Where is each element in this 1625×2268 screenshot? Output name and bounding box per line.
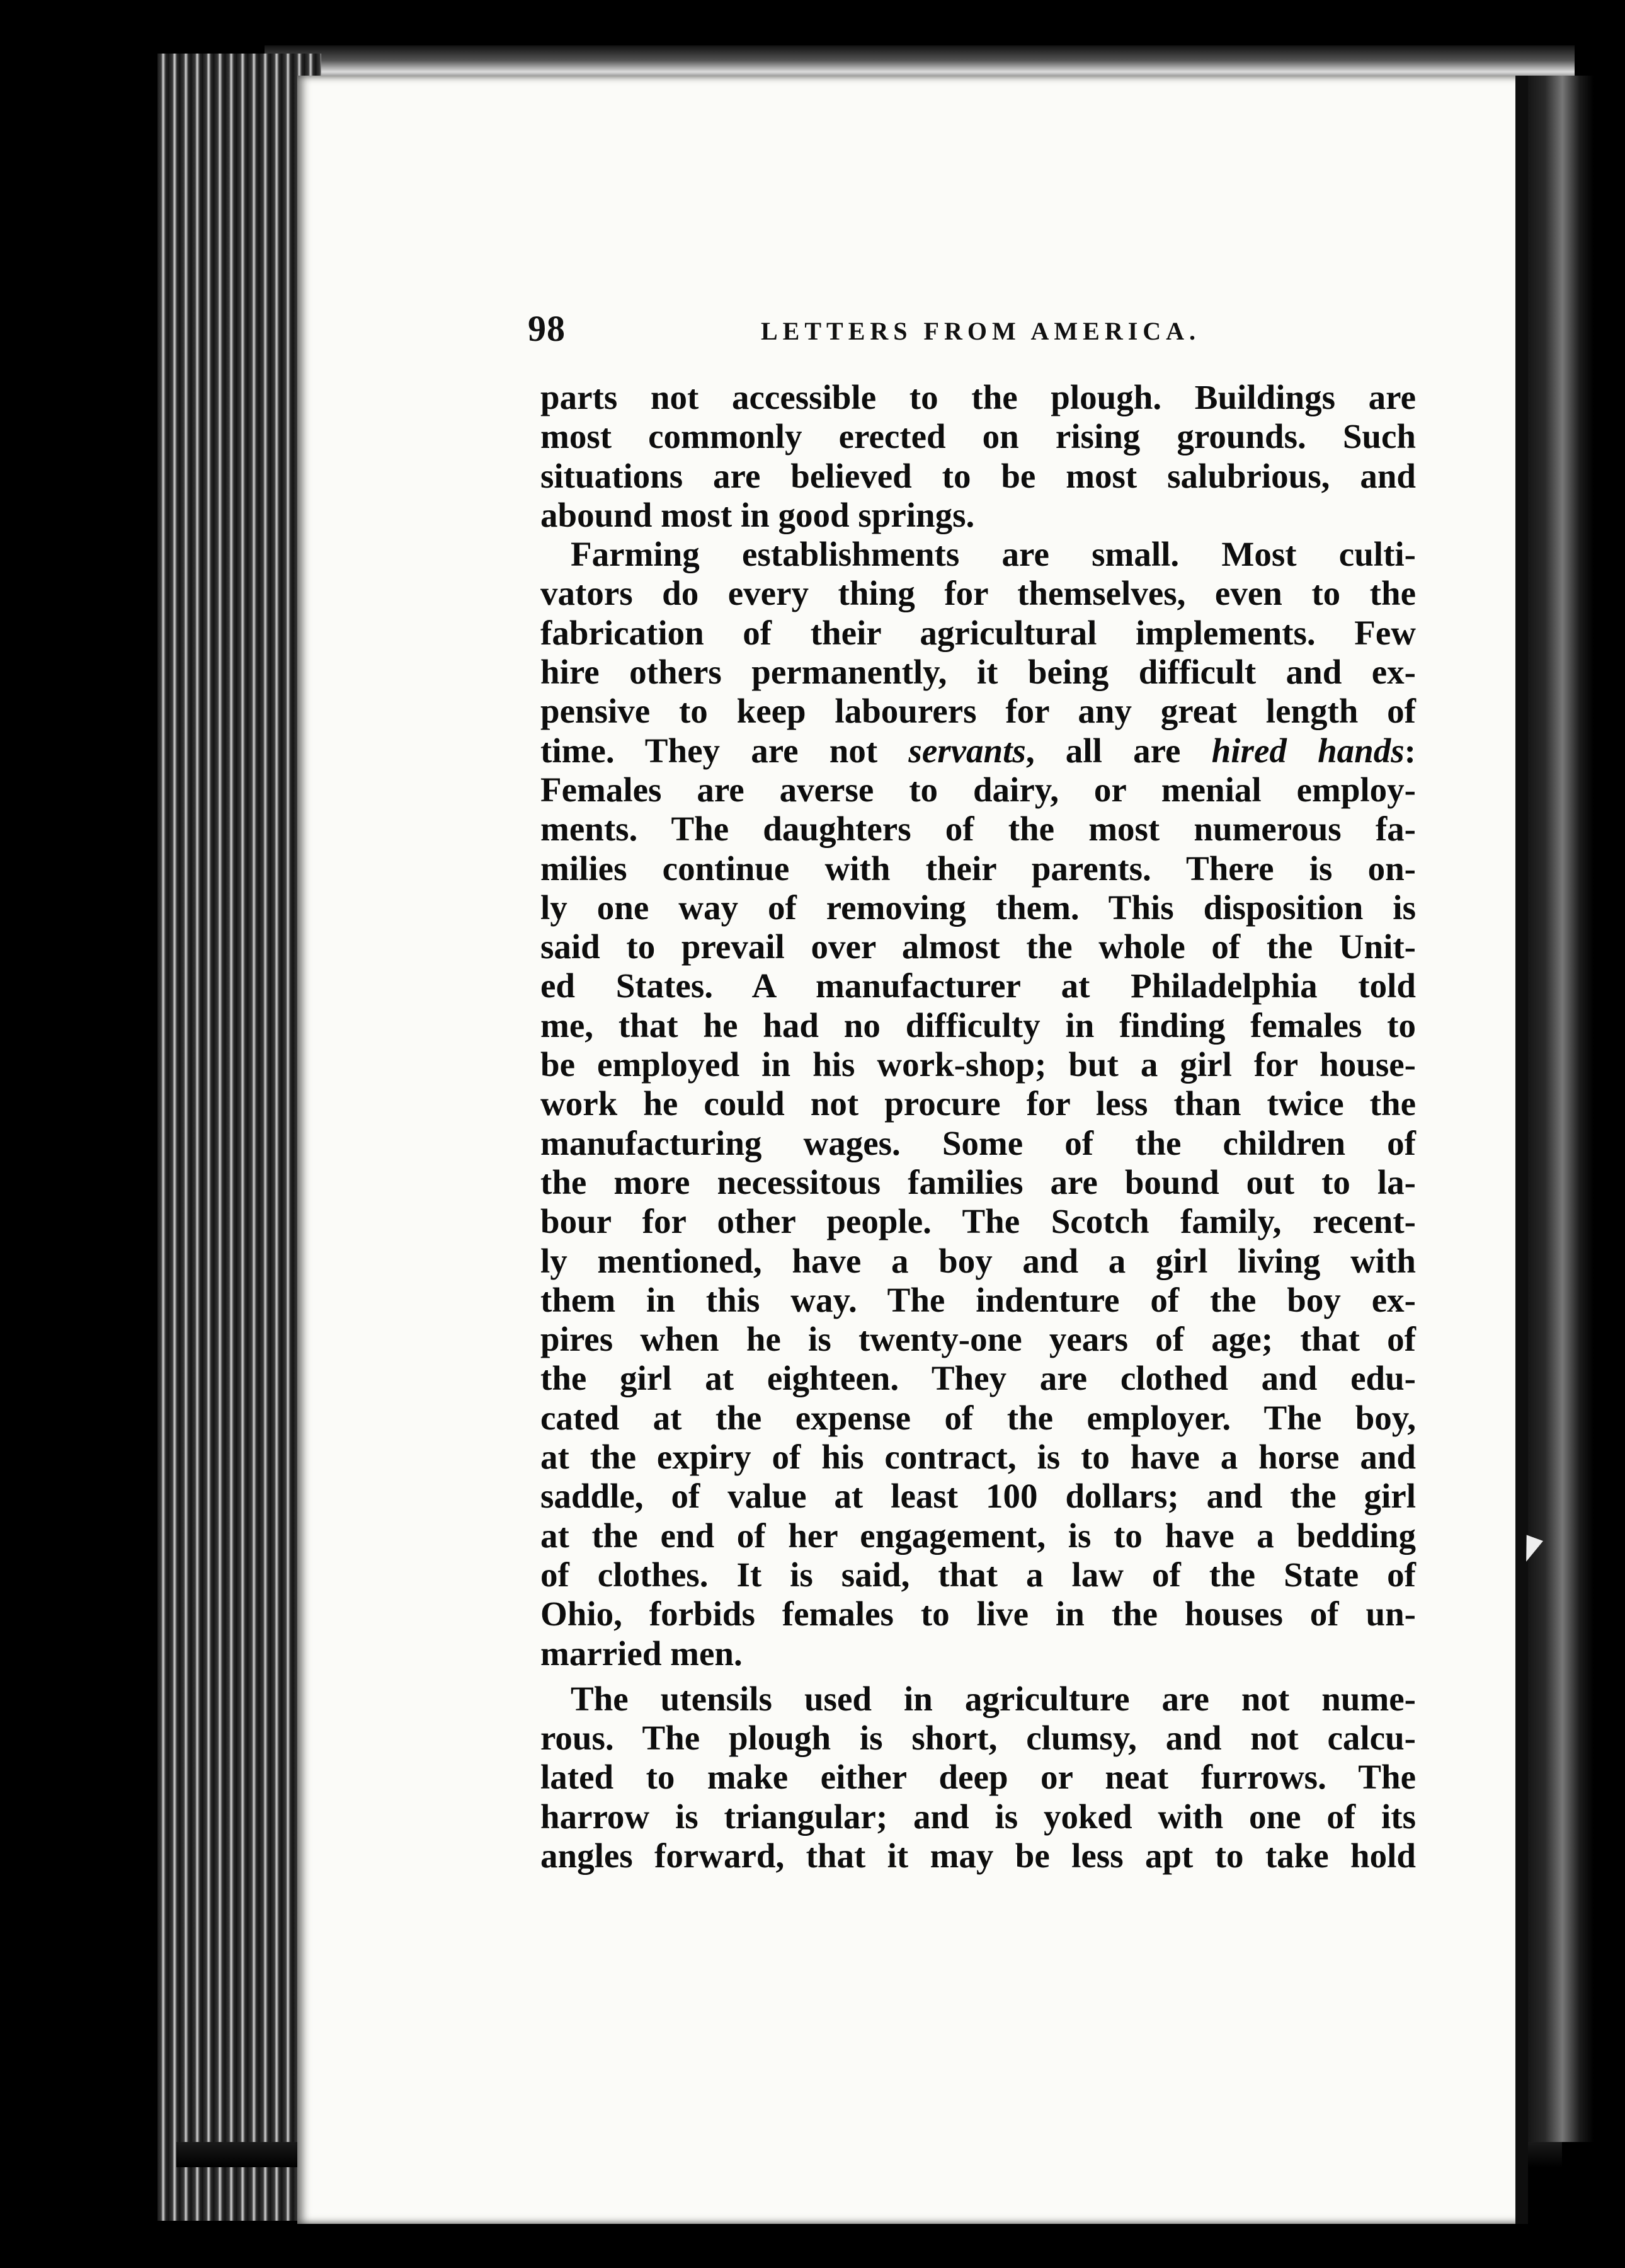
text-line: rous. The plough is short, clumsy, and not calcu- xyxy=(540,1719,1416,1758)
text-line: saddle, of value at least 100 dollars; and the girl xyxy=(540,1477,1416,1516)
text-line: of clothes. It is said, that a law of the State of xyxy=(540,1555,1416,1594)
text-line: Females are averse to dairy, or menial employ- xyxy=(540,770,1416,809)
page-header xyxy=(528,307,1416,364)
page-right-edge xyxy=(1515,76,1528,2224)
text-line: harrow is triangular; and is yoked with one of its xyxy=(540,1797,1416,1836)
text-line: bour for other people. The Scotch family, recent- xyxy=(540,1202,1416,1241)
text-line: cated at the expense of the employer. The boy, xyxy=(540,1398,1416,1437)
text-line: milies continue with their parents. There is on- xyxy=(540,849,1416,888)
text-line: manufacturing wages. Some of the children of xyxy=(540,1123,1416,1162)
text-line: The utensils used in agriculture are not nume- xyxy=(571,1679,1416,1718)
text-line: Farming establishments are small. Most culti- xyxy=(571,535,1416,574)
text-line: them in this way. The indenture of the boy ex- xyxy=(540,1280,1416,1319)
text-line: vators do every thing for themselves, even to the xyxy=(540,574,1416,613)
text-line: fabrication of their agricultural implements. Few xyxy=(540,613,1416,652)
text-line: hire others permanently, it being difficult and ex- xyxy=(540,653,1416,692)
running-head: LETTERS FROM AMERICA. xyxy=(761,317,1201,345)
text-line: abound most in good springs. xyxy=(540,495,975,534)
em-hired-hands: hired hands xyxy=(1211,731,1405,770)
paragraph-gap xyxy=(540,1673,1416,1680)
text-line: ly mentioned, have a boy and a girl living with xyxy=(540,1241,1416,1280)
text-line: time. They are not servants, all are hired hands: xyxy=(540,731,1416,770)
text-line: ed States. A manufacturer at Philadelphia told xyxy=(540,966,1416,1005)
text-line: the more necessitous families are bound out to la- xyxy=(540,1162,1416,1201)
page-number: 98 xyxy=(528,308,566,349)
text-line: parts not accessible to the plough. Buildings are xyxy=(540,378,1416,416)
book-cover-edge xyxy=(1524,76,1594,2142)
em-servants: servants xyxy=(908,731,1026,770)
text-line: situations are believed to be most salubrious, and xyxy=(540,456,1416,495)
text-line: ments. The daughters of the most numerous fa- xyxy=(540,810,1416,849)
text-line: said to prevail over almost the whole of the Unit- xyxy=(540,927,1416,966)
text-line: be employed in his work-shop; but a girl for house- xyxy=(540,1045,1416,1084)
text-line: angles forward, that it may be less apt to take hold xyxy=(540,1836,1416,1875)
body-text xyxy=(540,378,1416,1876)
text-line: ly one way of removing them. This disposition is xyxy=(540,888,1416,927)
text-line: most commonly erected on rising grounds. Such xyxy=(540,417,1416,456)
text-line: married men. xyxy=(540,1634,743,1673)
text-line: at the end of her engagement, is to have a bedding xyxy=(540,1516,1416,1555)
text-line: Ohio, forbids females to live in the houses of un- xyxy=(540,1595,1416,1634)
text-line: pires when he is twenty-one years of age; that of xyxy=(540,1320,1416,1359)
text-line: lated to make either deep or neat furrows. The xyxy=(540,1758,1416,1797)
text-line: pensive to keep labourers for any great length of xyxy=(540,692,1416,731)
page-stack-left xyxy=(157,54,321,2221)
text-line: the girl at eighteen. They are clothed and edu- xyxy=(540,1359,1416,1398)
text-line: at the expiry of his contract, is to have a horse and xyxy=(540,1438,1416,1477)
text-line: work he could not procure for less than twice the xyxy=(540,1084,1416,1123)
text-line: me, that he had no difficulty in finding females to xyxy=(540,1005,1416,1045)
